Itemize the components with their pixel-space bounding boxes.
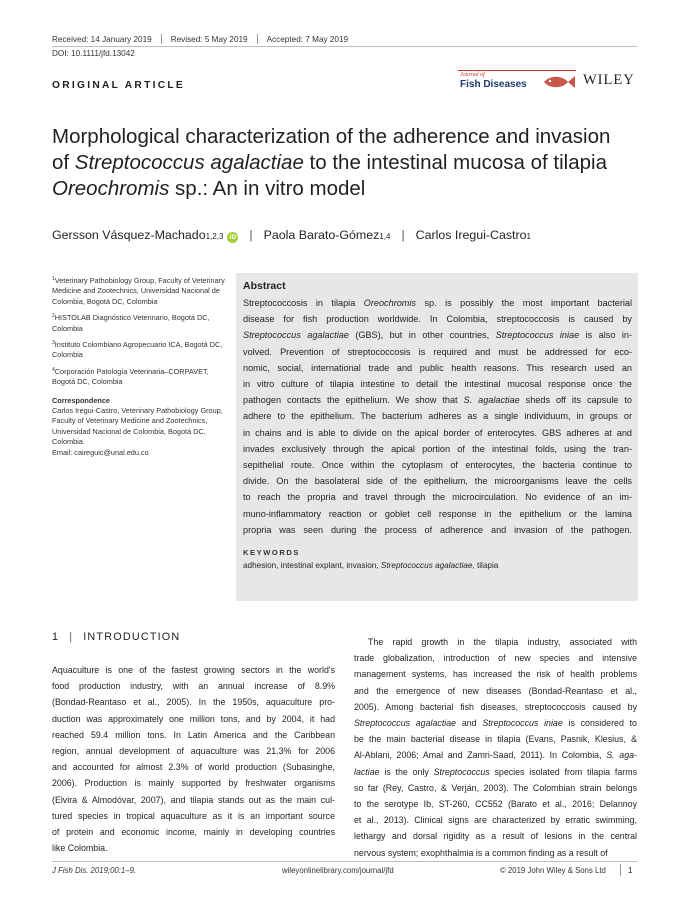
affiliation-number: 2 bbox=[52, 313, 55, 320]
body-text-line: of protein and economic income, mainly in developing countries bbox=[52, 827, 335, 838]
body-column-right bbox=[354, 634, 637, 861]
affiliation-text: Instituto Colombiano Agropecuario ICA, Bogotá DC, Colombia bbox=[52, 340, 223, 360]
correspondence-text: Carlos Iregui-Castro, Veterinary Pathobiology Group, Faculty of Veterinary Medicine and Zootechnics, Universidad Nacional de Colombia, Bogotá DC, Colombia. bbox=[52, 406, 223, 447]
title-text: of bbox=[52, 151, 75, 174]
author-name[interactable]: Paola Barato-Gómez bbox=[263, 228, 380, 242]
title-line-1: Morphological characterization of the adherence and invasion bbox=[52, 125, 611, 148]
journal-logo-name: Fish Diseases bbox=[460, 79, 527, 90]
affiliation-text: Corporación Patología Veterinaria–CORPAVET, Bogotá DC, Colombia bbox=[52, 366, 209, 387]
body-text-line: trade globalization, introduction of new species and intensive bbox=[354, 653, 637, 664]
abstract-line: to reach the propria and travel through the microcirculation. No evidence of an im- bbox=[243, 492, 632, 503]
abstract-line: disease for fish production worldwide. In Colombia, streptococcosis is caused by bbox=[243, 314, 632, 325]
author-affiliation-ref: 1 bbox=[526, 232, 531, 241]
body-text-line: Al-Ablani, 2006; Amal and Zamri-Saad, 2011). In Colombia, S. aga- bbox=[354, 750, 637, 761]
body-text-line: like Colombia. bbox=[52, 843, 108, 854]
keywords-list: adhesion, intestinal explant, invasion, Streptococcus agalactiae, tilapia bbox=[243, 561, 499, 571]
abstract-box bbox=[236, 273, 638, 601]
abstract-line: Streptococcus agalactiae (GBS), but in other countries, Streptococcus iniae is also in- bbox=[243, 330, 632, 341]
body-text-line: so far (Rey, Castro, & Verján, 2003). The Colombian strain belongs bbox=[354, 782, 637, 793]
section-title: INTRODUCTION bbox=[83, 631, 181, 643]
body-text-line: nervous system; exophthalmia is a common finding as a result of bbox=[354, 847, 608, 858]
publisher-logo[interactable]: WILEY bbox=[583, 72, 635, 88]
author-name[interactable]: Carlos Iregui-Castro bbox=[415, 228, 527, 242]
abstract-line: muno-inflammatory reaction or goblet cell response in the epithelium or the lamina bbox=[243, 508, 632, 519]
affiliation bbox=[52, 365, 227, 388]
title-line-2 bbox=[52, 150, 642, 176]
affiliation bbox=[52, 311, 227, 334]
affiliation bbox=[52, 274, 227, 307]
title-genus-name: Oreochromis bbox=[52, 177, 170, 200]
date-divider bbox=[257, 34, 258, 44]
body-text-line: 2005). Among bacterial fish diseases, streptococcosis caused by bbox=[354, 701, 637, 712]
body-text-line: and accounted for almost 2.3% of world production (Subasinghe, bbox=[52, 762, 335, 773]
footer-copyright: © 2019 John Wiley & Sons Ltd bbox=[500, 866, 606, 875]
correspondence-heading: Correspondence bbox=[52, 395, 110, 405]
footer-divider bbox=[620, 864, 621, 876]
author-affiliation-ref: 1,2,3 bbox=[205, 232, 224, 241]
abstract-line: nomic, social, international trade and public health reasons. This research used an bbox=[243, 362, 632, 373]
body-text-line: Streptococcus agalactiae and Streptococcus iniae is considered to bbox=[354, 718, 637, 729]
section-heading bbox=[52, 631, 180, 643]
abstract-line: in chains and is able to divide on the apical border of enterocytes. GBS adheres at and bbox=[243, 427, 632, 438]
affiliation-text: HISTOLAB Diagnóstico Veterinario, Bogotá DC, Colombia bbox=[52, 313, 210, 333]
abstract-line: sepithelial route. Once within the cytoplasm of enterocytes, the bacteria continue to bbox=[243, 460, 632, 471]
affiliations bbox=[52, 274, 227, 462]
body-text-line: duction was approximately one million tons, and by 2004, it had bbox=[52, 713, 335, 724]
body-text-line: Aquaculture is one of the fastest growing sectors in the world's bbox=[52, 665, 335, 675]
page-number: 1 bbox=[628, 866, 633, 875]
body-text-line: and the emergence of new diseases (Bondad-Reantaso et al., bbox=[354, 685, 637, 696]
section-number: 1 bbox=[52, 631, 60, 643]
affiliation-number: 3 bbox=[52, 340, 55, 347]
abstract-line: propria was seen during the process of adherence and invasion of the pathogen. bbox=[243, 524, 632, 535]
body-text-line: to the serotype Ib, ST-260, CC552 (Barato et al., 2016; Delannoy bbox=[354, 799, 637, 810]
abstract-line: Streptococcosis in tilapia Oreochromis sp. is possibly the most important bacterial bbox=[243, 298, 632, 308]
body-text-line: (Elvira & Almodóvar, 2007), and tilapia stands out as the main cul- bbox=[52, 794, 335, 805]
abstract-line: invades exclusively through the apical portion of the intestinal folds, using the tran- bbox=[243, 443, 632, 454]
body-text-line: reached 59.4 million tons. In Latin America and the Caribbean bbox=[52, 729, 335, 740]
title-line-3 bbox=[52, 176, 642, 202]
article-type-label: ORIGINAL ARTICLE bbox=[52, 80, 186, 91]
body-text-line: management systems, has increased the risk of health problems bbox=[354, 669, 637, 680]
author-divider: | bbox=[401, 228, 405, 242]
abstract-line: volved. Prevention of streptococcosis is required and must be addressed for eco- bbox=[243, 346, 632, 357]
footer-rule bbox=[52, 861, 637, 862]
abstract-line: in vitro culture of tilapia intestine to detail the intestinal mucosal response once the bbox=[243, 379, 632, 390]
title-species-name: Streptococcus agalactiae bbox=[74, 151, 304, 174]
body-text-line: et al., 2013). Clinical signs are characterized by erratic swimming, bbox=[354, 815, 637, 826]
abstract-line: adhere to the epithelium. The bacterium adheres as a single individuum, in groups or bbox=[243, 411, 632, 422]
revised-date: Revised: 5 May 2019 bbox=[170, 34, 248, 44]
affiliation-text: Veterinary Pathobiology Group, Faculty of Veterinary Medicine and Zootechnics, Universidad Nacional de Colombia, Bogotá DC, Colombia bbox=[52, 276, 225, 306]
title-text: to the intestinal mucosa of tilapia bbox=[303, 151, 607, 174]
body-text-line: food production industry, with an annual increase of 8.9% bbox=[52, 681, 335, 692]
author-divider: | bbox=[249, 228, 253, 242]
fish-logo-icon bbox=[542, 73, 576, 91]
footer-journal-url[interactable]: wileyonlinelibrary.com/journal/jfd bbox=[282, 866, 394, 875]
abstract-text bbox=[243, 295, 632, 538]
abstract-heading: Abstract bbox=[243, 280, 286, 292]
abstract-line: pathogen contacts the epithelium. We show that S. agalactiae sheds off its capsule to bbox=[243, 395, 632, 406]
author-name[interactable]: Gersson Vásquez-Machado bbox=[52, 228, 206, 242]
accepted-date: Accepted: 7 May 2019 bbox=[266, 34, 349, 44]
body-text-line: lactiae is the only Streptococcus species isolated from tilapia farms bbox=[354, 766, 637, 777]
abstract-line: divide. On the basolateral side of the epithelium, the microorganisms leave the cells bbox=[243, 476, 632, 487]
title-text: sp.: An in vitro model bbox=[169, 177, 366, 200]
body-text-line: lethargy and dorsal rigidity as a result of lesions in the central bbox=[354, 831, 637, 842]
body-text-line: (Bondad-Reantaso et al., 2005). In the 1950s, aquaculture pro- bbox=[52, 697, 335, 708]
correspondence-email[interactable]: Email: caireguic@unal.edu.co bbox=[52, 447, 149, 457]
article-title bbox=[52, 124, 642, 202]
journal-logo[interactable] bbox=[458, 70, 576, 92]
footer-citation: J Fish Dis. 2019;00:1–9. bbox=[52, 866, 137, 875]
body-column-left bbox=[52, 662, 335, 856]
affiliation-number: 4 bbox=[52, 366, 55, 373]
author-list bbox=[52, 228, 531, 243]
journal-logo-small-text: Journal of bbox=[460, 72, 485, 78]
date-divider bbox=[161, 34, 162, 44]
body-text-line: The rapid growth in the tilapia industry, associated with bbox=[368, 637, 637, 647]
body-text-line: be the main bacterial disease in tilapia (Evans, Pasnik, Klesius, & bbox=[354, 734, 637, 745]
body-text-line: 2006). Production is mainly supported by freshwater organisms bbox=[52, 778, 335, 789]
doi-link[interactable]: DOI: 10.1111/jfd.13042 bbox=[52, 49, 135, 58]
affiliation bbox=[52, 338, 227, 361]
section-divider: | bbox=[69, 631, 74, 643]
body-text-line: region, annual development of aquaculture was 21.3% for 2006 bbox=[52, 746, 335, 757]
body-text-line: tured species in tropical aquaculture as it is an important source bbox=[52, 810, 335, 821]
article-dates bbox=[52, 34, 348, 44]
received-date: Received: 14 January 2019 bbox=[52, 34, 152, 44]
header-rule bbox=[52, 46, 637, 47]
orcid-icon[interactable]: iD bbox=[227, 232, 238, 243]
author-affiliation-ref: 1,4 bbox=[379, 232, 391, 241]
keywords-heading: KEYWORDS bbox=[243, 548, 300, 558]
affiliation-number: 1 bbox=[52, 276, 55, 282]
